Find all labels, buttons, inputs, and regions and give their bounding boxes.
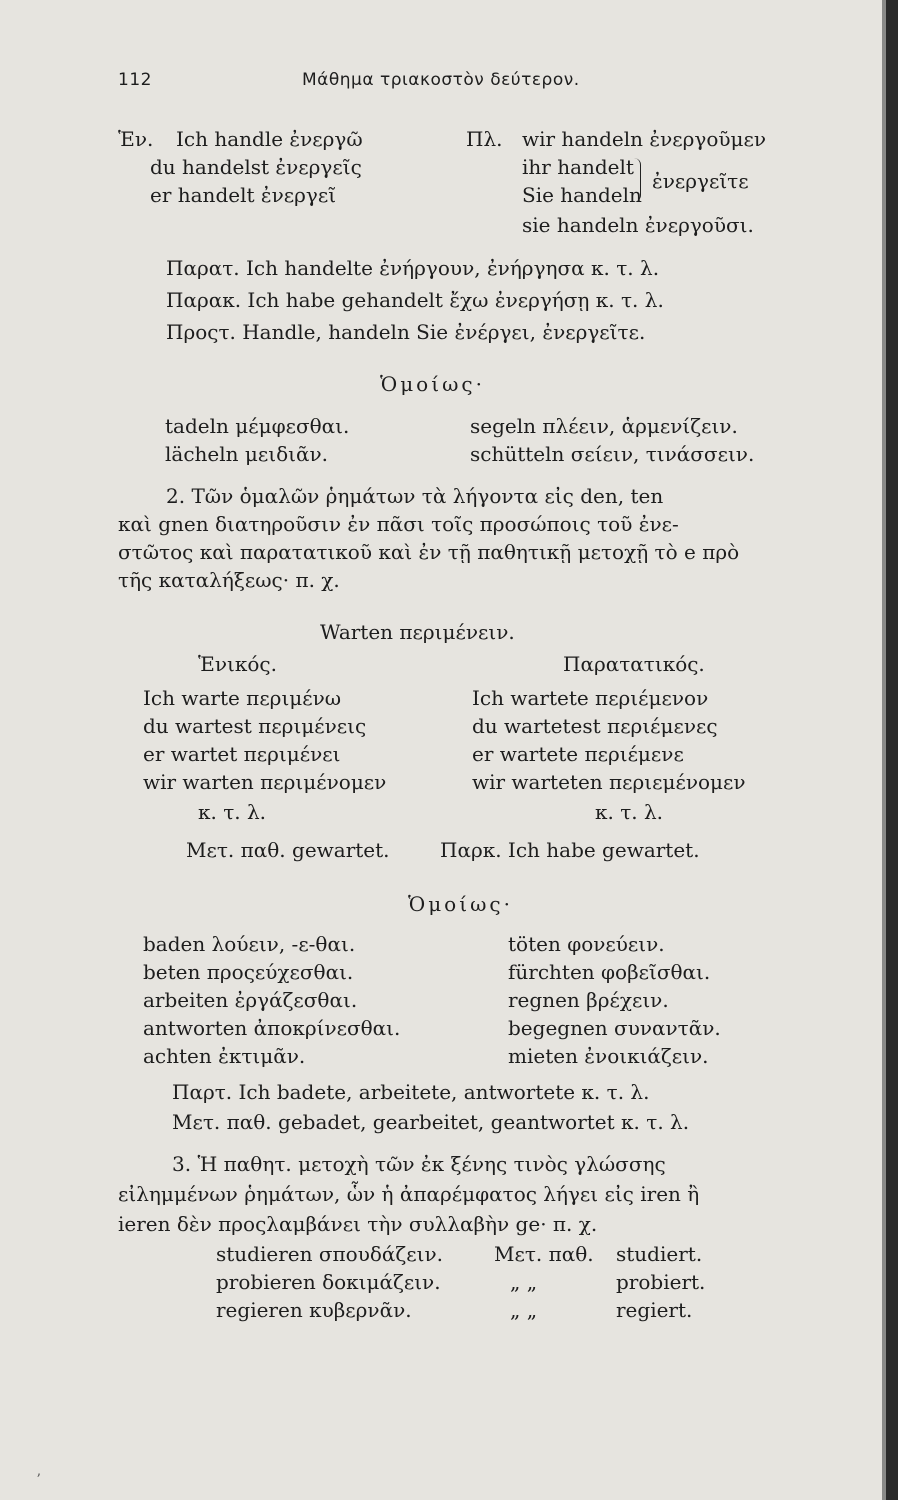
page-number: 112 (118, 70, 152, 90)
section2-line-1: 2. Τῶν ὁμαλῶν ῥημάτων τὰ λήγοντα εἰς den, ten (166, 484, 664, 508)
singular-label: Ἑν. (118, 127, 154, 151)
section3-label-3: „ „ (510, 1298, 538, 1322)
section3-participle-1: studiert. (616, 1242, 703, 1266)
plural-label: Πλ. (466, 127, 503, 151)
homoios2-left-2: beten προςεύχεσθαι. (143, 960, 354, 984)
section3-label-2: „ „ (510, 1270, 538, 1294)
singular-line-1: Ich handle ἐνεργῶ (176, 127, 363, 151)
singular-line-3: er handelt ἐνεργεῖ (150, 183, 337, 207)
section2-line-3: στῶτος καὶ παρατατικοῦ καὶ ἐν τῇ παθητικῇ μετοχῇ τὸ e πρὸ (118, 540, 740, 564)
tense-perfect: Παρακ. Ich habe gehandelt ἔχω ἐνεργήσῃ κ. τ. λ. (166, 288, 664, 312)
homoios2-right-5: mieten ἐνοικιάζειν. (508, 1044, 709, 1068)
homoios2-left-3: arbeiten ἐργάζεσθαι. (143, 988, 358, 1012)
warten-left-1: Ich warte περιμένω (143, 686, 342, 710)
homoios1-left-2: lächeln μειδιᾶν. (165, 442, 328, 466)
plural-brace (634, 158, 641, 202)
section3-verb-1: studieren σπουδάζειν. (216, 1242, 443, 1266)
example-title-warten: Warten περιμένειν. (320, 620, 515, 644)
plural-brace-value: ἐνεργεῖτε (652, 169, 749, 193)
homoios1-left-1: tadeln μέμφεσθαι. (165, 414, 350, 438)
section3-line-1: 3. Ἡ παθητ. μετοχὴ τῶν ἐκ ξένης τινὸς γλώσσης (172, 1152, 666, 1176)
homoios2-left-5: achten ἐκτιμᾶν. (143, 1044, 306, 1068)
section3-participle-3: regiert. (616, 1298, 693, 1322)
warten-right-4: wir warteten περιεμένομεν (472, 770, 746, 794)
section3-verb-2: probieren δοκιμάζειν. (216, 1270, 441, 1294)
homoios2-left-1: baden λούειν, -ε-θαι. (143, 932, 356, 956)
section3-label-1: Μετ. παθ. (494, 1242, 594, 1266)
warten-left-4: wir warten περιμένομεν (143, 770, 387, 794)
page-speck: ʼ (36, 1472, 41, 1488)
warten-left-etc: κ. τ. λ. (198, 800, 267, 824)
plural-line-3: Sie handeln (522, 183, 642, 207)
warten-right-etc: κ. τ. λ. (595, 800, 664, 824)
section3-verb-3: regieren κυβερνᾶν. (216, 1298, 412, 1322)
homoios-heading-2: Ὁμοίως· (408, 892, 513, 916)
singular-line-2: du handelst ἐνεργεῖς (150, 155, 362, 179)
plural-line-2: ihr handelt (522, 155, 634, 179)
homoios2-imperfect-line: Παρτ. Ich badete, arbeitete, antwortete κ. τ. λ. (172, 1080, 650, 1104)
homoios2-left-4: antworten ἀποκρίνεσθαι. (143, 1016, 401, 1040)
plural-line-4: sie handeln ἐνεργοῦσι. (522, 213, 754, 237)
warten-left-3: er wartet περιμένει (143, 742, 341, 766)
homoios2-participle-line: Μετ. παθ. gebadet, gearbeitet, geantwortet κ. τ. λ. (172, 1110, 690, 1134)
homoios1-right-1: segeln πλέειν, ἁρμενίζειν. (470, 414, 738, 438)
homoios2-right-2: fürchten φοβεῖσθαι. (508, 960, 711, 984)
warten-right-1: Ich wartete περιέμενον (472, 686, 709, 710)
homoios1-right-2: schütteln σείειν, τινάσσειν. (470, 442, 755, 466)
warten-participle: Μετ. παθ. gewartet. (186, 838, 390, 862)
book-spine-edge (886, 0, 898, 1500)
page-title: Μάθημα τριακοστὸν δεύτερον. (302, 70, 580, 90)
warten-right-3: er wartete περιέμενε (472, 742, 684, 766)
section3-line-3: ieren δὲν προςλαμβάνει τὴν συλλαβὴν ge· π. χ. (118, 1212, 598, 1236)
section3-line-2: εἰλημμένων ῥημάτων, ὧν ἡ ἀπαρέμφατος λήγει εἰς iren ἢ (118, 1182, 700, 1206)
section3-participle-2: probiert. (616, 1270, 706, 1294)
book-spine-shadow (882, 0, 886, 1500)
homoios2-right-1: töten φονεύειν. (508, 932, 665, 956)
tense-imperative: Προςτ. Handle, handeln Sie ἐνέργει, ἐνεργεῖτε. (166, 320, 646, 344)
plural-line-1: wir handeln ἐνεργοῦμεν (522, 127, 767, 151)
section2-line-4: τῆς καταλήξεως· π. χ. (118, 568, 340, 592)
warten-perfect: Παρκ. Ich habe gewartet. (440, 838, 700, 862)
warten-right-2: du wartetest περιέμενες (472, 714, 718, 738)
homoios2-right-3: regnen βρέχειν. (508, 988, 669, 1012)
homoios2-right-4: begegnen συναντᾶν. (508, 1016, 721, 1040)
tense-imperfect: Παρατ. Ich handelte ἐνήργουν, ἐνήργησα κ. τ. λ. (166, 256, 660, 280)
warten-left-2: du wartest περιμένεις (143, 714, 367, 738)
imperfect-column-title: Παρατατικός. (563, 652, 705, 676)
homoios-heading-1: Ὁμοίως· (380, 372, 485, 396)
section2-line-2: καὶ gnen διατηροῦσιν ἐν πᾶσι τοῖς προσώποις τοῦ ἐνε- (118, 512, 679, 536)
singular-column-title: Ἑνικός. (198, 652, 277, 676)
